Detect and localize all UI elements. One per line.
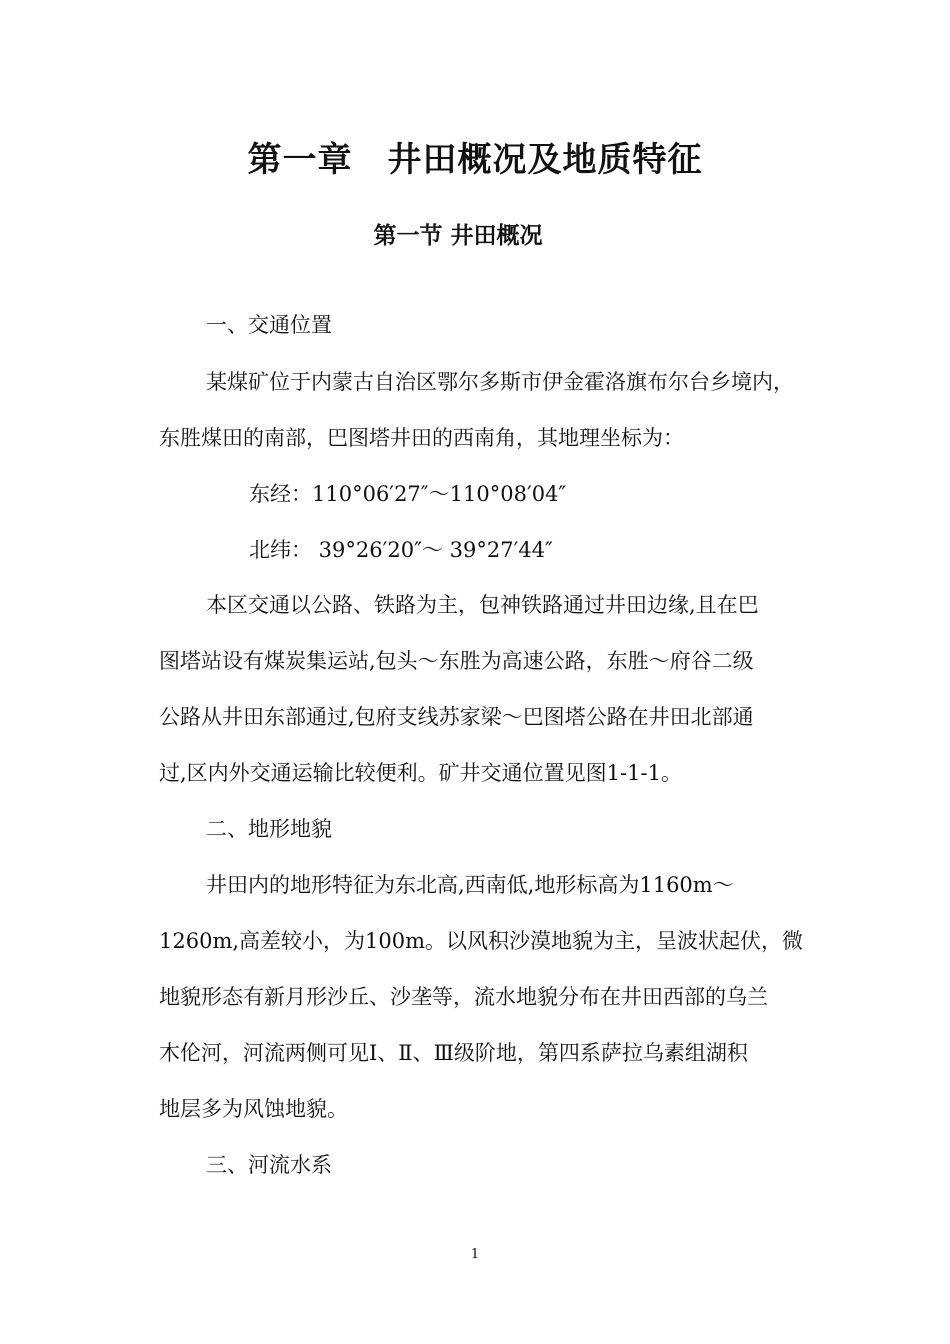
paragraph-line: 1260m,高差较小，为100m。以风积沙漠地貌为主，呈波状起伏，微	[159, 929, 804, 953]
paragraph-line: 木伦河，河流两侧可见Ⅰ、Ⅱ、Ⅲ级阶地，第四系萨拉乌素组湖积	[159, 1041, 748, 1065]
paragraph-line: 井田内的地形特征为东北高,西南低,地形标高为1160m～	[206, 873, 734, 897]
longitude-line: 东经：110°06′27″～110°08′04″	[249, 482, 567, 506]
section-title: 第一节 井田概况	[373, 223, 543, 249]
paragraph-line: 本区交通以公路、铁路为主，包神铁路通过井田边缘,且在巴	[206, 593, 759, 617]
section-heading-rivers: 三、河流水系	[206, 1153, 332, 1177]
paragraph-line: 某煤矿位于内蒙古自治区鄂尔多斯市伊金霍洛旗布尔台乡境内，	[206, 370, 794, 394]
paragraph-line: 地层多为风蚀地貌。	[159, 1097, 348, 1121]
paragraph-line: 过,区内外交通运输比较便利。矿井交通位置见图1-1-1。	[159, 761, 682, 785]
chapter-title: 第一章 井田概况及地质特征	[247, 140, 703, 180]
section-heading-terrain: 二、地形地貌	[206, 817, 332, 841]
paragraph-line: 图塔站设有煤炭集运站,包头～东胜为高速公路，东胜～府谷二级	[159, 649, 754, 673]
paragraph-line: 东胜煤田的南部，巴图塔井田的西南角，其地理坐标为：	[159, 426, 684, 450]
paragraph-line: 公路从井田东部通过,包府支线苏家梁～巴图塔公路在井田北部通	[159, 705, 754, 729]
paragraph-line: 地貌形态有新月形沙丘、沙垄等，流水地貌分布在井田西部的乌兰	[159, 985, 768, 1009]
page-number: 1	[470, 1247, 480, 1262]
latitude-line: 北纬： 39°26′20″～ 39°27′44″	[249, 538, 553, 562]
section-heading-traffic: 一、交通位置	[206, 313, 332, 337]
